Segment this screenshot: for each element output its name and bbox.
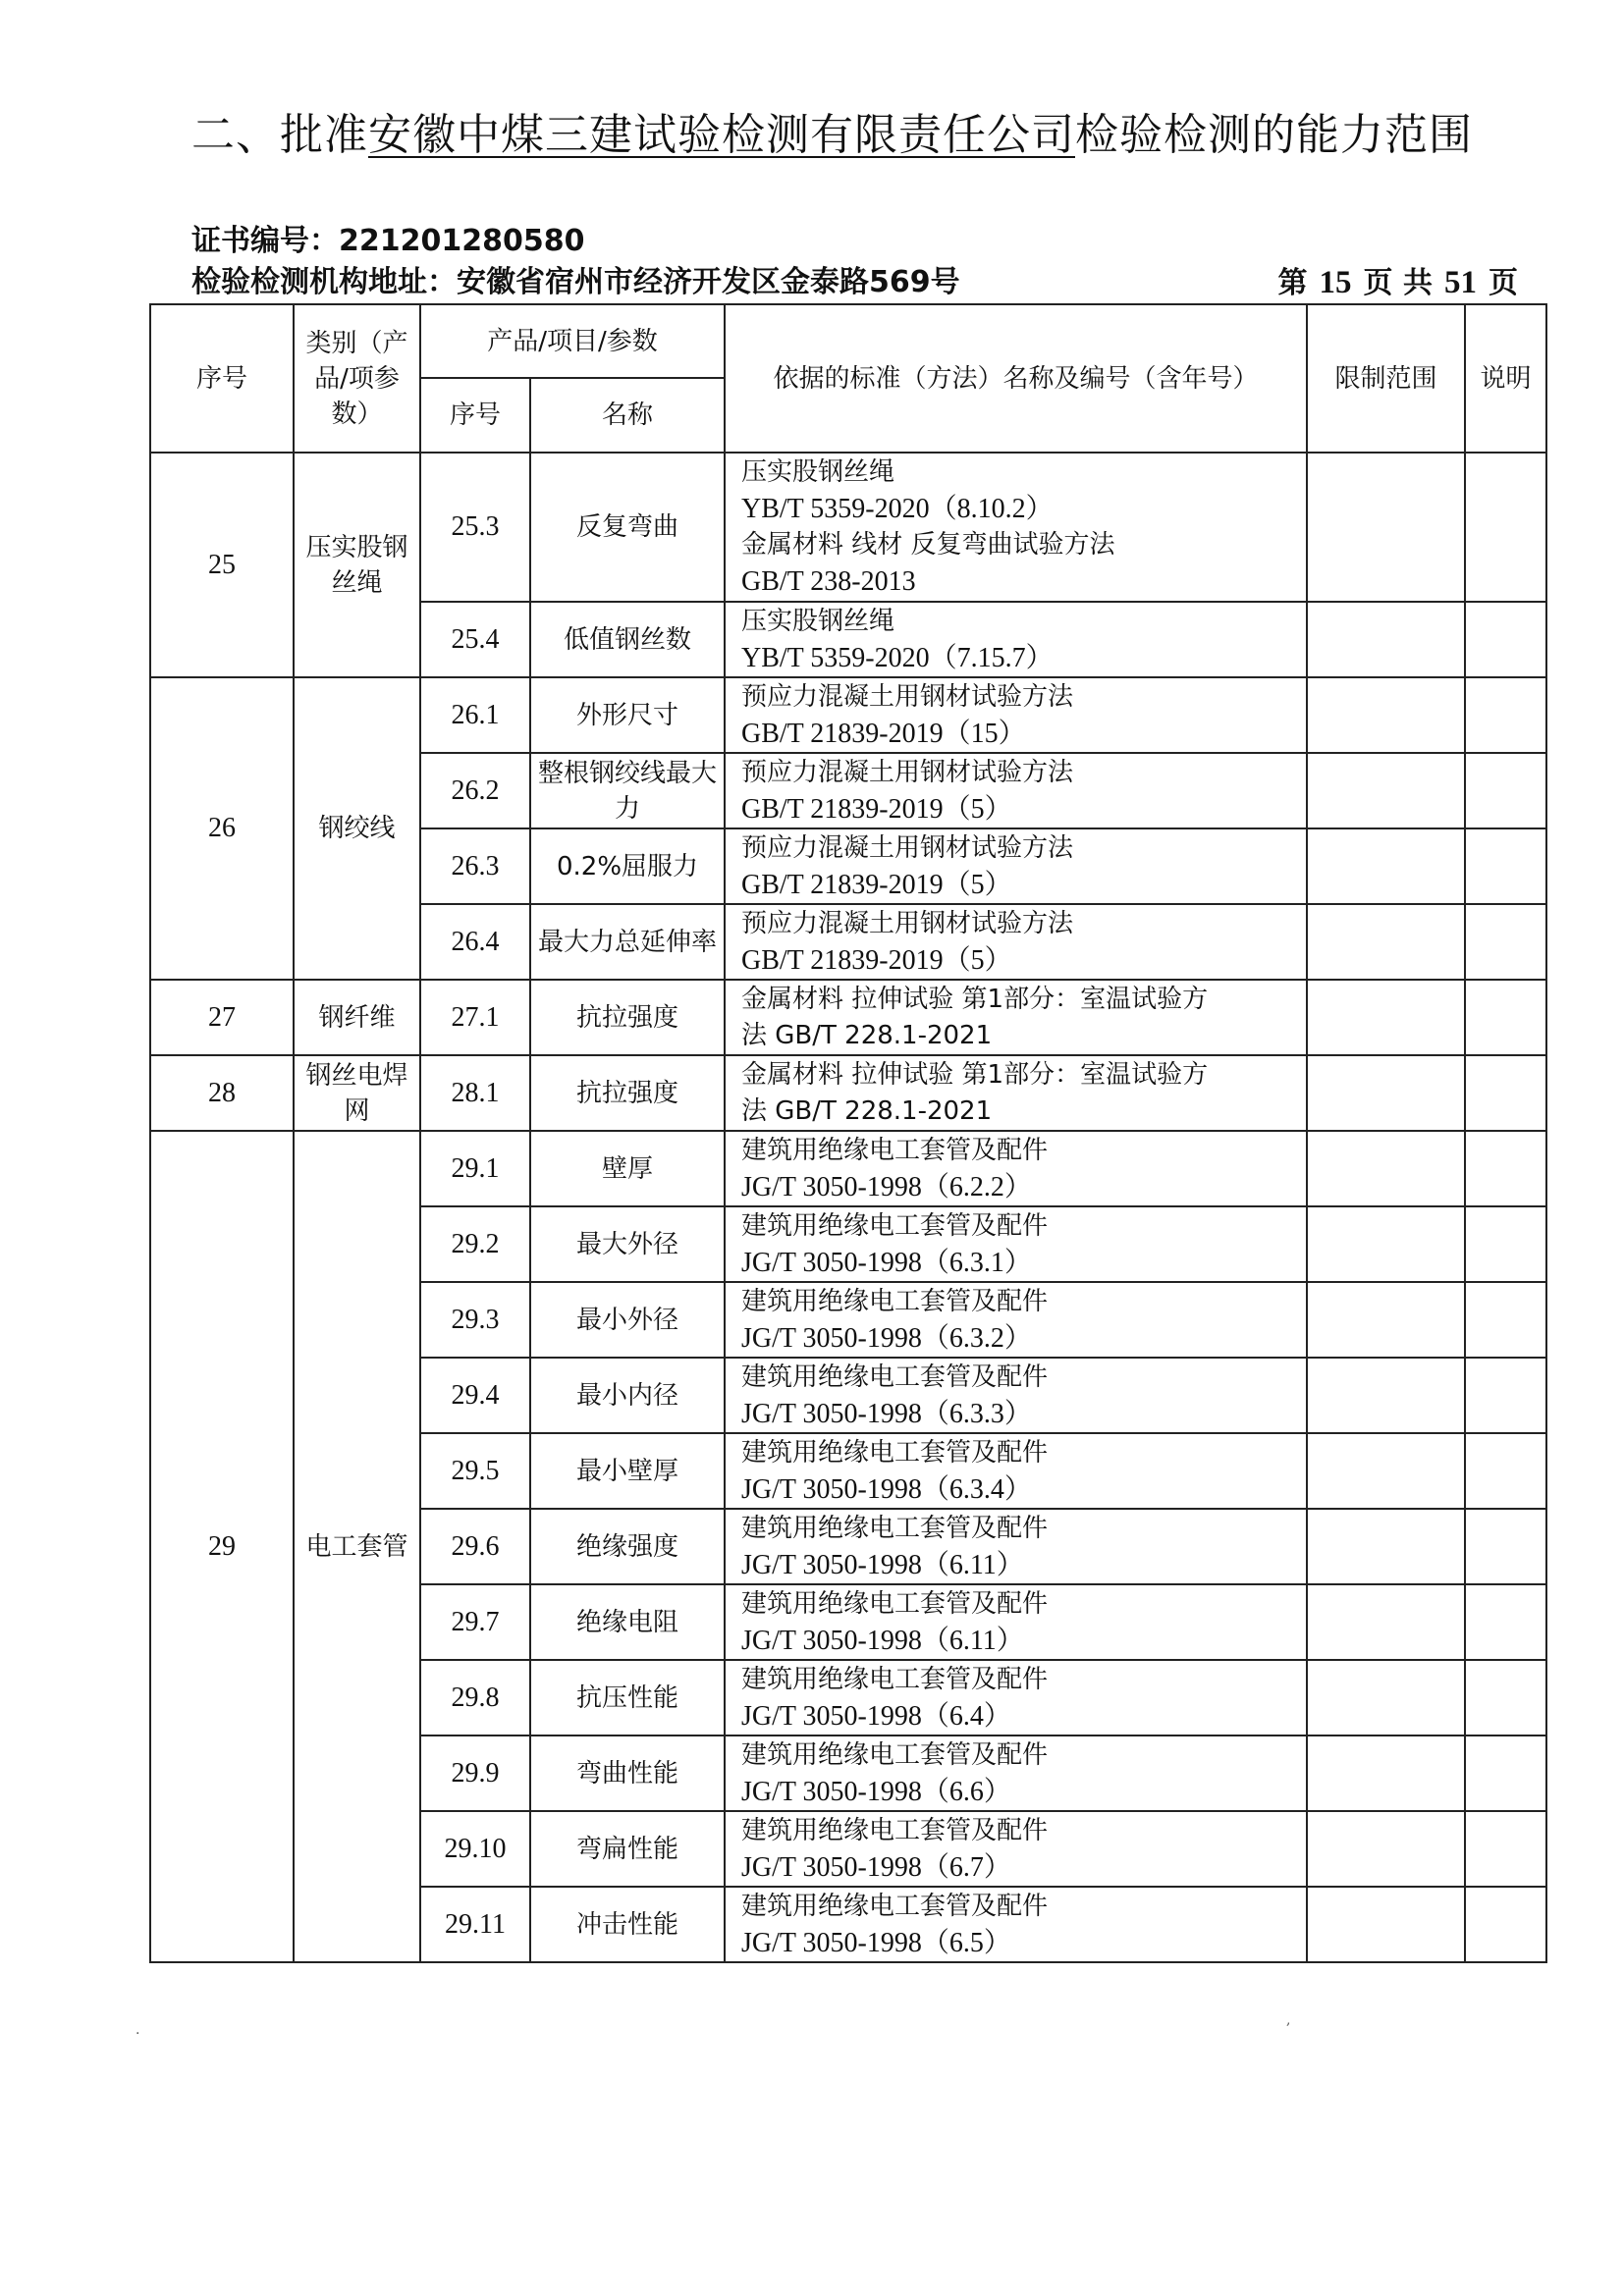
item-number: 29.11 <box>420 1887 530 1962</box>
item-limit <box>1307 1584 1465 1660</box>
standard-line: 建筑用绝缘电工套管及配件 <box>741 1664 1049 1694</box>
item-name: 最大力总延伸率 <box>530 904 725 980</box>
standard-line: 建筑用绝缘电工套管及配件 <box>741 1588 1049 1619</box>
header-category: 类别（产品/项参数） <box>294 304 420 453</box>
item-name: 抗拉强度 <box>530 1055 725 1131</box>
item-note <box>1465 1811 1546 1887</box>
standard-line: 建筑用绝缘电工套管及配件 <box>741 1739 1049 1770</box>
item-limit <box>1307 677 1465 753</box>
item-number: 29.5 <box>420 1433 530 1509</box>
address-label: 检验检测机构地址： <box>191 265 457 299</box>
item-limit <box>1307 1358 1465 1433</box>
standard-line: JG/T 3050-1998（6.6） <box>741 1776 1011 1807</box>
standard-line: GB/T 21839-2019（5） <box>741 793 1012 825</box>
item-note <box>1465 1509 1546 1584</box>
standard-line: 压实股钢丝绳 <box>741 457 895 487</box>
item-note <box>1465 1584 1546 1660</box>
item-number: 25.3 <box>420 453 530 602</box>
certificate-line <box>191 222 585 261</box>
certificate-number: 221201280580 <box>339 224 585 258</box>
page-prefix: 第 <box>1277 266 1308 300</box>
item-limit <box>1307 1660 1465 1735</box>
standard-line: JG/T 3050-1998（6.7） <box>741 1851 1011 1883</box>
item-limit <box>1307 1282 1465 1358</box>
item-standard <box>725 828 1307 904</box>
standard-line: JG/T 3050-1998（6.3.2） <box>741 1322 1032 1354</box>
table-row <box>150 453 1546 602</box>
item-number: 25.4 <box>420 602 530 677</box>
item-number: 26.3 <box>420 828 530 904</box>
item-note <box>1465 602 1546 677</box>
item-name: 弯扁性能 <box>530 1811 725 1887</box>
scan-speck: , <box>1286 2012 1291 2028</box>
standard-line: JG/T 3050-1998（6.2.2） <box>741 1171 1032 1202</box>
item-standard <box>725 980 1307 1055</box>
item-limit <box>1307 1509 1465 1584</box>
header-product-group: 产品/项目/参数 <box>420 304 725 378</box>
item-limit <box>1307 753 1465 828</box>
table-row <box>150 677 1546 753</box>
item-standard <box>725 904 1307 980</box>
standard-line: JG/T 3050-1998（6.11） <box>741 1549 1024 1580</box>
header-name: 名称 <box>530 378 725 453</box>
item-standard <box>725 1887 1307 1962</box>
item-number: 29.1 <box>420 1131 530 1206</box>
standard-line: YB/T 5359-2020（8.10.2） <box>741 494 1054 524</box>
item-limit <box>1307 1735 1465 1811</box>
item-name: 抗拉强度 <box>530 980 725 1055</box>
item-number: 29.3 <box>420 1282 530 1358</box>
standard-line: 建筑用绝缘电工套管及配件 <box>741 1135 1049 1165</box>
standard-line: 建筑用绝缘电工套管及配件 <box>741 1891 1049 1921</box>
page-mid: 页 共 <box>1363 266 1433 300</box>
standard-line: JG/T 3050-1998（6.11） <box>741 1625 1024 1656</box>
item-number: 29.6 <box>420 1509 530 1584</box>
standard-line: 金属材料 拉伸试验 第1部分：室温试验方 <box>741 984 1209 1014</box>
item-note <box>1465 1282 1546 1358</box>
standard-line: 建筑用绝缘电工套管及配件 <box>741 1286 1049 1316</box>
item-note <box>1465 1358 1546 1433</box>
item-limit <box>1307 1887 1465 1962</box>
item-standard <box>725 1433 1307 1509</box>
standard-line: 金属材料 线材 反复弯曲试验方法 <box>741 530 1115 560</box>
group-category: 钢纤维 <box>294 980 420 1055</box>
standard-line: 建筑用绝缘电工套管及配件 <box>741 1362 1049 1392</box>
group-category: 电工套管 <box>294 1131 420 1962</box>
item-standard <box>725 1509 1307 1584</box>
item-name: 弯曲性能 <box>530 1735 725 1811</box>
standard-line: 建筑用绝缘电工套管及配件 <box>741 1437 1049 1468</box>
item-name: 抗压性能 <box>530 1660 725 1735</box>
standard-line: 法 GB/T 228.1-2021 <box>741 1095 993 1126</box>
item-note <box>1465 453 1546 602</box>
table-row <box>150 980 1546 1055</box>
title-prefix: 二、批准 <box>191 110 368 160</box>
item-standard <box>725 1660 1307 1735</box>
item-standard <box>725 753 1307 828</box>
item-name: 绝缘电阻 <box>530 1584 725 1660</box>
title-organization: 安徽中煤三建试验检测有限责任公司 <box>368 110 1075 160</box>
item-standard <box>725 1206 1307 1282</box>
item-standard <box>725 1584 1307 1660</box>
group-category: 钢绞线 <box>294 677 420 980</box>
item-name: 最小内径 <box>530 1358 725 1433</box>
item-note <box>1465 1055 1546 1131</box>
standard-line: GB/T 21839-2019（5） <box>741 944 1012 976</box>
header-standard: 依据的标准（方法）名称及编号（含年号） <box>725 304 1307 453</box>
standard-line: 金属材料 拉伸试验 第1部分：室温试验方 <box>741 1059 1209 1090</box>
item-standard <box>725 1282 1307 1358</box>
item-note <box>1465 904 1546 980</box>
item-limit <box>1307 1206 1465 1282</box>
item-standard <box>725 1055 1307 1131</box>
scope-table <box>149 303 1547 1963</box>
item-name: 冲击性能 <box>530 1887 725 1962</box>
item-limit <box>1307 1811 1465 1887</box>
header-note: 说明 <box>1465 304 1546 453</box>
standard-line: 压实股钢丝绳 <box>741 606 895 636</box>
item-note <box>1465 677 1546 753</box>
group-seq: 29 <box>150 1131 294 1962</box>
item-note <box>1465 1887 1546 1962</box>
page-total: 51 <box>1444 265 1477 300</box>
item-number: 29.10 <box>420 1811 530 1887</box>
item-standard <box>725 453 1307 602</box>
standard-line: JG/T 3050-1998（6.3.4） <box>741 1473 1032 1505</box>
group-seq: 28 <box>150 1055 294 1131</box>
item-standard <box>725 1358 1307 1433</box>
item-standard <box>725 602 1307 677</box>
address-line <box>191 263 960 302</box>
item-name: 整根钢绞线最大力 <box>530 753 725 828</box>
item-number: 28.1 <box>420 1055 530 1131</box>
header-seq: 序号 <box>150 304 294 453</box>
item-name: 外形尺寸 <box>530 677 725 753</box>
standard-line: 建筑用绝缘电工套管及配件 <box>741 1815 1049 1845</box>
item-limit <box>1307 904 1465 980</box>
standard-line: JG/T 3050-1998（6.3.3） <box>741 1398 1032 1429</box>
item-note <box>1465 1433 1546 1509</box>
item-standard <box>725 1811 1307 1887</box>
standard-line: 预应力混凝土用钢材试验方法 <box>741 832 1074 863</box>
item-limit <box>1307 1433 1465 1509</box>
item-limit <box>1307 1055 1465 1131</box>
standard-line: JG/T 3050-1998（6.3.1） <box>741 1247 1032 1278</box>
item-number: 29.4 <box>420 1358 530 1433</box>
item-note <box>1465 1206 1546 1282</box>
group-category: 压实股钢丝绳 <box>294 453 420 677</box>
item-limit <box>1307 453 1465 602</box>
page-title <box>191 106 1605 165</box>
item-limit <box>1307 602 1465 677</box>
item-name: 绝缘强度 <box>530 1509 725 1584</box>
standard-line: GB/T 21839-2019（15） <box>741 718 1026 749</box>
item-note <box>1465 980 1546 1055</box>
address-value: 安徽省宿州市经济开发区金泰路569号 <box>457 265 960 299</box>
item-name: 最大外径 <box>530 1206 725 1282</box>
standard-line: JG/T 3050-1998（6.4） <box>741 1700 1011 1732</box>
item-standard <box>725 1735 1307 1811</box>
page-indicator <box>1278 263 1518 303</box>
item-number: 27.1 <box>420 980 530 1055</box>
item-note <box>1465 1660 1546 1735</box>
page-suffix: 页 <box>1489 266 1518 300</box>
header-limit: 限制范围 <box>1307 304 1465 453</box>
table-row <box>150 1055 1546 1131</box>
standard-line: YB/T 5359-2020（7.15.7） <box>741 642 1054 673</box>
item-name: 最小壁厚 <box>530 1433 725 1509</box>
standard-line: GB/T 21839-2019（5） <box>741 869 1012 900</box>
item-name: 低值钢丝数 <box>530 602 725 677</box>
item-standard <box>725 677 1307 753</box>
item-note <box>1465 828 1546 904</box>
item-note <box>1465 1735 1546 1811</box>
item-name: 最小外径 <box>530 1282 725 1358</box>
item-standard <box>725 1131 1307 1206</box>
page-number: 15 <box>1319 265 1352 300</box>
item-number: 26.4 <box>420 904 530 980</box>
item-limit <box>1307 1131 1465 1206</box>
standard-line: 预应力混凝土用钢材试验方法 <box>741 681 1074 712</box>
standard-line: 预应力混凝土用钢材试验方法 <box>741 908 1074 938</box>
item-name: 0.2%屈服力 <box>530 828 725 904</box>
standard-line: 建筑用绝缘电工套管及配件 <box>741 1513 1049 1543</box>
table-row <box>150 1131 1546 1206</box>
group-seq: 26 <box>150 677 294 980</box>
item-number: 29.8 <box>420 1660 530 1735</box>
item-number: 29.2 <box>420 1206 530 1282</box>
item-number: 29.9 <box>420 1735 530 1811</box>
item-limit <box>1307 828 1465 904</box>
group-category: 钢丝电焊网 <box>294 1055 420 1131</box>
item-note <box>1465 753 1546 828</box>
certificate-label: 证书编号： <box>191 224 339 258</box>
group-seq: 27 <box>150 980 294 1055</box>
item-number: 26.1 <box>420 677 530 753</box>
item-name: 壁厚 <box>530 1131 725 1206</box>
standard-line: 预应力混凝土用钢材试验方法 <box>741 757 1074 787</box>
item-note <box>1465 1131 1546 1206</box>
header-sub-seq: 序号 <box>420 378 530 453</box>
standard-line: GB/T 238-2013 <box>741 566 916 597</box>
item-number: 29.7 <box>420 1584 530 1660</box>
standard-line: 法 GB/T 228.1-2021 <box>741 1020 993 1050</box>
item-number: 26.2 <box>420 753 530 828</box>
item-name: 反复弯曲 <box>530 453 725 602</box>
standard-line: 建筑用绝缘电工套管及配件 <box>741 1210 1049 1241</box>
item-limit <box>1307 980 1465 1055</box>
standard-line: JG/T 3050-1998（6.5） <box>741 1927 1011 1958</box>
title-suffix: 检验检测的能力范围 <box>1075 110 1473 160</box>
scan-speck: . <box>135 2022 140 2038</box>
group-seq: 25 <box>150 453 294 677</box>
